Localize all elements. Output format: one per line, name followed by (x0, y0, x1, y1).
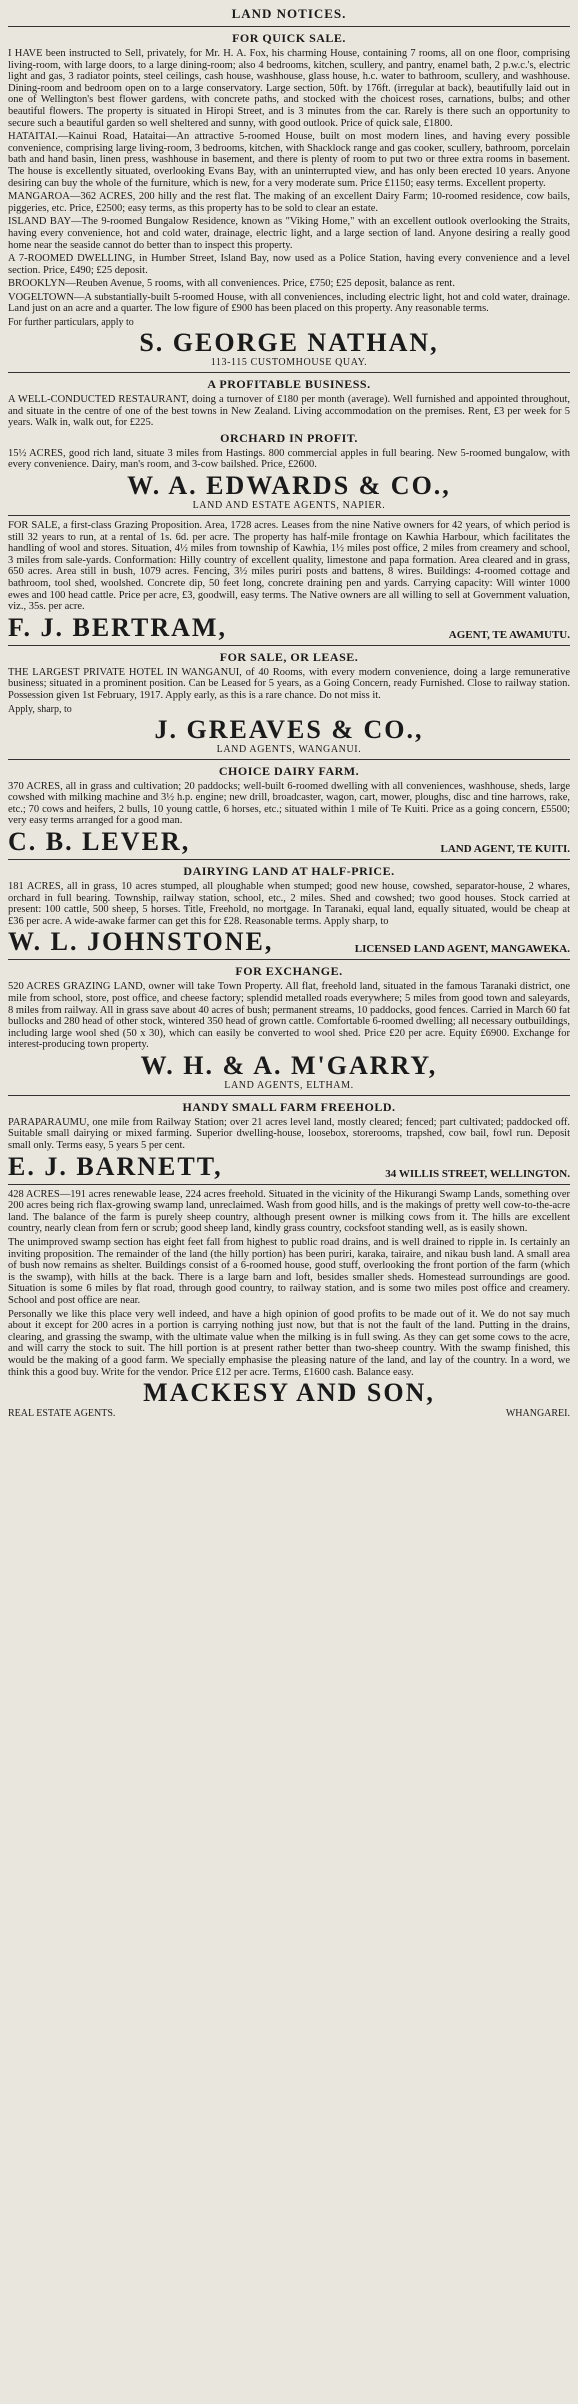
agent-address: WHANGAREI. (505, 1408, 570, 1420)
divider (8, 645, 570, 646)
land-notices-page (8, 0, 570, 1419)
agent-name: W. L. JOHNSTONE, (8, 927, 274, 957)
agent-line (8, 612, 570, 642)
agent-address: AGENT, TE AWAMUTU. (448, 628, 570, 641)
agent-name: J. GREAVES & CO., (154, 714, 424, 744)
notice-paragraph: VOGELTOWN—A substantially-built 5-roomed House, with all conveniences, including electric light, hot and cold water, drainage. Land just on an acre and a quarter. The low figure of £900 has been placed on this property. Any reasonable terms. (8, 291, 570, 315)
agent-line (8, 826, 570, 856)
agent-address: 113-115 CUSTOMHOUSE QUAY. (210, 357, 368, 369)
agent-line (8, 1151, 570, 1181)
divider (8, 759, 570, 760)
agent-name: F. J. BERTRAM, (8, 612, 227, 642)
notice-title: FOR QUICK SALE. (232, 31, 346, 45)
notice-paragraph: 520 ACRES GRAZING LAND, owner will take Town Property. All flat, freehold land, situated in the famous Taranaki district, one mile from school, store, post office, and cheese factory; splendid metalled roads everywhere; 5 miles from good town and saleyards, 8 miles from railway. All in grass save about 40 acres of bush; permanent streams, 10 paddocks, good fences. Carried in March 60 fat bullocks and 280 head of other stock, wintered 350 head of grown cattle. Comfortable 6-roomed dwelling; all necessary outbuildings, including large wool shed (50 x 30), which can easily be converted to wool shed. Price £20 per acre. Equity £6900. Exchange for interest-producing town property. (8, 981, 570, 1051)
notice-paragraph: 181 ACRES, all in grass, 10 acres stumped, all ploughable when stumped; good new house, cowshed, separator-house, 2 whares, orchard in full bearing. Township, railway station, school, etc., 2 miles. Shed and cowshed; two good houses. Stock carried at present: 100 cattle, 500 sheep, 5 horses. Title, Freehold, no mortgage. In Taranaki, equal land, equally situated, would be cheap at £36 per acre. A wide-awake farmer can get this for £28. Reasonable terms. Apply sharp, to (8, 880, 570, 927)
agent-name: MACKESY AND SON, (143, 1378, 435, 1408)
page-header: LAND NOTICES. (231, 6, 347, 21)
divider (8, 959, 570, 960)
notice-title: FOR EXCHANGE. (235, 964, 343, 979)
divider (8, 1095, 570, 1096)
agent-name: W. H. & A. M'GARRY, (140, 1050, 438, 1080)
notice-paragraph: The unimproved swamp section has eight feet fall from highest to public road drains, and is well drained to ripple in. Is certainly an inviting proposition. The remainder of the land (the hilly portion) has been puriri, karaka, tairaire, and nikau bush land. A small area of bush now remains as shelter. Buildings consist of a 6-roomed house, good stuff, overlooking the front portion of the farm (which is the swamp), with hills at the back. There is a large barn and loft, besides smaller sheds. Homestead surroundings are good. Situation is some 6 miles by flat road, through good country, to railway station, and is some two miles post office and creamery. School and post office are near. (8, 1237, 570, 1306)
notice-choice-dairy-farm (8, 764, 570, 855)
agent-address: LAND AGENTS, WANGANUI. (216, 743, 362, 755)
notice-sale-or-lease (8, 650, 570, 755)
notice-paragraph: 15½ ACRES, good rich land, situate 3 miles from Hastings. 800 commercial apples in full bearing. New 5-roomed bungalow, with every convenience. Dairy, man's room, and 3-cow bailshed. Price, £2600. (8, 447, 570, 471)
notice-for-exchange (8, 964, 570, 1091)
notice-paragraph: MANGAROA—362 ACRES, 200 hilly and the rest flat. The making of an excellent Dairy Farm; 10-roomed residence, cow bails, piggeries, etc. Price, £2500; easy terms, as this property has to be sold to clear an estate. (8, 191, 570, 214)
notice-paragraph: I HAVE been instructed to Sell, privately, for Mr. H. A. Fox, his charming House, containing 7 rooms, all on one floor, comprising living-room, with large doors, to a large dining-room; also 4 bedrooms, kitchen, scullery, and pantry, enamel bath, 2 p.w.c.'s, electric light and gas, 3 radiator points, steel ceilings, cash house, washhouse, glass house, h.c. water to bathroom, scullery, and washhouse. Dining-room and bedroom open on to a large conservatory. Large section, 50ft. by 176ft. (irregular at back), beautifully laid out in one of Wellington's best flower gardens, with concrete paths, and stocked with the choicest roses, carnations, bulbs; and other beautiful flowers. The property is situated in Hiropi Street, and is 3 minutes from the car. Rarely is there such an opportunity to secure such a beautiful garden so well sheltered and sunny, with good outlook. Price of quick sale, £1800. (8, 48, 570, 129)
agent-address: LAND AND ESTATE AGENTS, NAPIER. (192, 500, 386, 512)
notice-paragraph: A 7-ROOMED DWELLING, in Humber Street, Island Bay, now used as a Police Station, having every convenience and a level section. Price, £490; £25 deposit. (8, 253, 570, 276)
agent-name: C. B. LEVER, (8, 826, 191, 856)
divider (8, 515, 570, 516)
agent-address: 34 WILLIS STREET, WELLINGTON. (385, 1167, 570, 1180)
notice-paragraph: PARAPARAUMU, one mile from Railway Station; over 21 acres level land, mostly cleared; fenced; part cultivated; paddocked off. Suitable small dairying or mixed farming. Superior dwelling-house, loosebox, storerooms, trapshed, cow bail, fowl run. Deposit small only. Terms easy, 5 years 5 per cent. (8, 1116, 570, 1152)
agent-name: E. J. BARNETT, (8, 1151, 223, 1181)
notice-small-farm (8, 1100, 570, 1180)
notice-paragraph: ISLAND BAY—The 9-roomed Bungalow Residence, known as "Viking Home," with an excellent outlook overlooking the Straits, having every convenience, hot and cold water, drainage, electric light, and a large section of land. Anyone desiring a really good home near the seaside cannot do better than to inspect this property. (8, 216, 570, 251)
notice-paragraph: HATAITAI.—Kainui Road, Hataitai—An attractive 5-roomed House, built on most modern lines, and having every possible convenience, comprising large living-room, 3 bedrooms, kitchen, with Shacklock range and gas cooker, scullery, bathroom, porcelain bath and hand basin, linen press, washhouse in basement, and there is plenty of room to put two or three extra rooms in basement. The house is excellently situated, overlooking Evans Bay, with an uninterrupted view, and has only been erected 10 years. Anyone desiring can buy the whole of the furniture, which is new, for a very moderate sum. Price £1150; easy terms. Excellent property. (8, 131, 570, 189)
agent-address: LAND AGENT, TE KUITI. (440, 842, 570, 855)
agent-address: LICENSED LAND AGENT, MANGAWEKA. (354, 943, 570, 956)
divider (8, 1184, 570, 1185)
agent-title: REAL ESTATE AGENTS. (8, 1408, 116, 1420)
notice-paragraph: Apply, sharp, to (8, 703, 72, 715)
divider (8, 859, 570, 860)
notice-title: FOR SALE, OR LEASE. (219, 649, 359, 664)
agent-line (8, 929, 570, 955)
notice-grazing-proposition (8, 520, 570, 641)
notice-paragraph: For further particulars, apply to (8, 317, 134, 329)
notice-subtitle: ORCHARD IN PROFIT. (220, 430, 358, 445)
notice-paragraph: FOR SALE, a first-class Grazing Proposition. Area, 1728 acres. Leases from the nine Native owners for 42 years, of which period is still 32 years to run, at a rental of 1s. 6d. per acre. The property has half-mile frontage on Kawhia Harbour, which facilitates the handling of wool and stores. Situation, 4½ miles from township of Kawhia, 1½ miles post office, 2 miles from creamery and school, 3 miles from sale-yards. Conformation: Hilly country of excellent quality, limestone and papa formation. Area cleared and in grass, 650 acres. Area still in bush, 1079 acres. Fencing, 3½ miles puriri posts and battens, 8 wires. Buildings: 4-roomed cottage and bathroom, tool shed, woolshed. Concrete dip, 50 feet long, concrete draining pen and yards. Carrying capacity: Will winter 1000 ewes and 100 head cattle. Price per acre, £3, goodwill, easy terms. The Native owners are all willing to sell at Government valuation, viz., 35s. per acre. (8, 520, 570, 613)
notice-title: A PROFITABLE BUSINESS. (207, 377, 371, 392)
notice-paragraph: 370 ACRES, all in grass and cultivation; 20 paddocks; well-built 6-roomed dwelling with all conveniences, washhouse, sheds, large cowshed with milking machine and 3½ h.p. engine; new drill, broadcaster, wagon, cart, mower, ploughs, disc and tine harrows, rake, etc.; 70 cows and heifers, 2 bulls, 10 young cattle, 6 horses, etc.; situated within 1 mile of Te Kuiti. Price as a going concern, £5500; very easy terms arranged for a good man. (8, 780, 570, 827)
divider (8, 372, 570, 373)
notice-profitable-business (8, 377, 570, 511)
notice-title: CHOICE DAIRY FARM. (218, 763, 360, 778)
notice-paragraph: 428 ACRES—191 acres renewable lease, 224 acres freehold. Situated in the vicinity of the Hikurangi Swamp Lands, something over 200 acres being rich flax-growing swamp land, unreclaimed. Wash from good hills, and is the makings of pretty well cow-to-the-acre land. The balance of the farm is purely sheep country, although present owner is milking cows from it. The hills are excellent country, nearly clean from fern or scrub; good sheep land, kindly grass country, cocksfoot standing well, as is easily shown. (8, 1188, 570, 1235)
agent-name: W. A. EDWARDS & CO., (127, 471, 451, 501)
agent-name: S. GEORGE NATHAN, (139, 328, 439, 358)
notice-title: HANDY SMALL FARM FREEHOLD. (182, 1099, 396, 1114)
agent-address: LAND AGENTS, ELTHAM. (224, 1079, 354, 1091)
notice-428-acres (8, 1189, 570, 1420)
notice-quick-sale (8, 31, 570, 368)
notice-paragraph: BROOKLYN—Reuben Avenue, 5 rooms, with all conveniences. Price, £750; £25 deposit, balance as rent. (8, 278, 455, 290)
agent-line (8, 1408, 570, 1419)
notice-paragraph: A WELL-CONDUCTED RESTAURANT, doing a turnover of £180 per month (average). Well furnished and appointed throughout, and situate in the centre of one of the best towns in New Zealand. Living accommodation on the premises. Rent, £3 per week for 5 years. Walk in, walk out, for £225. (8, 394, 570, 429)
notice-title: DAIRYING LAND AT HALF-PRICE. (183, 863, 395, 878)
notice-paragraph: THE LARGEST PRIVATE HOTEL IN WANGANUI, of 40 Rooms, with every modern convenience, doing a large remunerative business; situated in a prominent position. Can be Leased for 5 years, as a Going Concern, ready Furnished. Close to railway station. Possession given 1st February, 1917. Apply early, as this is a rare chance. Do not miss it. (8, 666, 570, 701)
notice-dairying-land (8, 864, 570, 955)
divider (8, 26, 570, 27)
notice-paragraph: Personally we like this place very well indeed, and have a high opinion of good profits to be made out of it. We do not say much about it except for 200 acres in a portion is carrying nothing just now, but that is not the fault of the land. Putting in the drains, clearing, and grassing the swamp, with the ultimate value when the milking is in full swing. As they can get some cows to the acre, and will carry the stock to suit. The hill portion is at present rather better than two-sheep country. With the swamp finished, this would be the making of a good farm. We specially emphasise the pleasing nature of the land, and lay of the country. In a word, we think this a good buy. Write for the vendor. Price £12 per acre. Terms, £1600 cash. Balance easy. (8, 1308, 570, 1378)
